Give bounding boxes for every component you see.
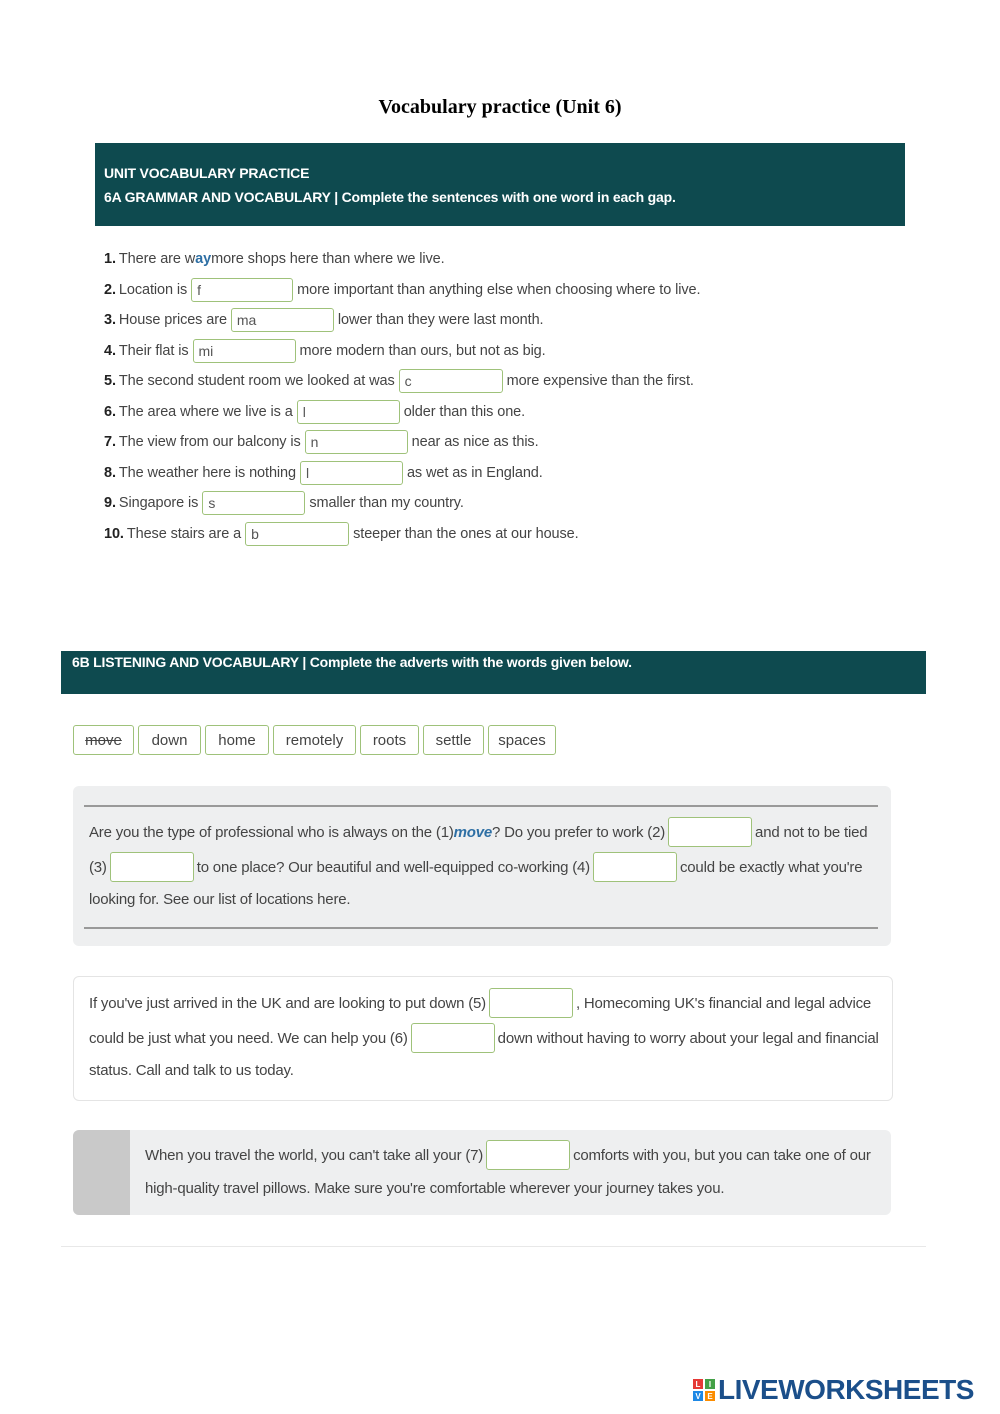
- sentence-number: 2.: [104, 282, 116, 298]
- sentence-10: [104, 521, 579, 547]
- advert-text: Are you the type of professional who is always on the (1): [89, 823, 454, 841]
- word-chip-move: move: [73, 725, 134, 755]
- word-chip-remotely: remotely: [273, 725, 356, 755]
- sentence-7: [104, 429, 539, 455]
- advert-text: down without having to worry about your legal and financial: [497, 1029, 879, 1047]
- sentence-number: 9.: [104, 495, 116, 511]
- sentence-text: more shops here than where we live.: [211, 251, 445, 267]
- advert-2: [73, 976, 893, 1101]
- sentence-number: 1.: [104, 251, 116, 267]
- sentence-number: 7.: [104, 434, 116, 450]
- section-b-heading: 6B LISTENING AND VOCABULARY | Complete the adverts with the words given below.: [72, 654, 632, 670]
- word-chip-home: home: [205, 725, 269, 755]
- advert-text: If you've just arrived in the UK and are looking to put down (5): [89, 994, 486, 1012]
- sentence-number: 3.: [104, 312, 116, 328]
- answer-input-8[interactable]: l: [300, 461, 403, 485]
- sentence-text: The second student room we looked at was: [118, 373, 395, 389]
- sentence-text: The area where we live is a: [118, 404, 293, 420]
- sentence-text: The view from our balcony is: [118, 434, 301, 450]
- advert-3-sidebar: [73, 1130, 130, 1215]
- sentence-3: [104, 307, 543, 333]
- answer-input-10[interactable]: b: [245, 522, 349, 546]
- sentence-text: These stairs are a: [126, 526, 242, 542]
- sentence-1: [104, 246, 445, 272]
- liveworksheets-logo: [693, 1374, 974, 1406]
- section-b-banner: [61, 651, 926, 694]
- advert-2-line-2: [89, 1022, 879, 1054]
- sentence-number: 4.: [104, 343, 116, 359]
- sentence-6: [104, 399, 525, 425]
- sentence-5: [104, 368, 694, 394]
- answer-input-4[interactable]: [593, 852, 677, 882]
- word-chip-down: down: [138, 725, 201, 755]
- sentence-number: 6.: [104, 404, 116, 420]
- answer-input-7[interactable]: n: [305, 430, 408, 454]
- sentence-text: Singapore is: [118, 495, 199, 511]
- advert-1-line-1: [89, 816, 867, 848]
- answer-input-6[interactable]: l: [297, 400, 400, 424]
- answer-text: ay: [195, 251, 212, 267]
- footer-divider: [61, 1246, 926, 1247]
- answer-input-7[interactable]: [486, 1140, 570, 1170]
- sentence-text: House prices are: [118, 312, 227, 328]
- advert-2-line-1: [89, 987, 871, 1019]
- answer-input-5[interactable]: [489, 988, 573, 1018]
- logo-letter: I: [705, 1379, 715, 1389]
- sentence-number: 8.: [104, 465, 116, 481]
- sentence-text: more important than anything else when choosing where to live.: [297, 282, 701, 298]
- advert-text: (3): [89, 858, 107, 876]
- word-chip-roots: roots: [360, 725, 419, 755]
- advert-2-line-3: [89, 1054, 294, 1086]
- logo-icon: [693, 1379, 715, 1401]
- advert-text: , Homecoming UK's financial and legal advice: [575, 994, 872, 1012]
- sentence-text: Their flat is: [118, 343, 189, 359]
- answer-input-9[interactable]: s: [202, 491, 305, 515]
- section-a-heading1: UNIT VOCABULARY PRACTICE: [104, 165, 310, 181]
- divider: [84, 805, 878, 807]
- section-a-banner: [95, 143, 905, 226]
- word-chip-spaces: spaces: [488, 725, 556, 755]
- divider: [84, 927, 878, 929]
- advert-1: [73, 786, 891, 946]
- advert-text: to one place? Our beautiful and well-equipped co-working (4): [196, 858, 590, 876]
- sentence-text: as wet as in England.: [406, 465, 543, 481]
- sentence-4: [104, 338, 546, 364]
- answer-input-2[interactable]: [668, 817, 752, 847]
- advert-text: and not to be tied: [755, 823, 868, 841]
- sentence-text: more modern than ours, but not as big.: [299, 343, 546, 359]
- answer-input-3[interactable]: ma: [231, 308, 334, 332]
- answer-input-5[interactable]: c: [399, 369, 503, 393]
- advert-3: [73, 1130, 891, 1215]
- advert-3-line-1: [145, 1139, 871, 1171]
- sentence-text: near as nice as this.: [411, 434, 539, 450]
- sentence-text: Location is: [118, 282, 188, 298]
- advert-1-line-2: [89, 851, 862, 883]
- advert-text: ? Do you prefer to work (2): [492, 823, 666, 841]
- advert-text: high-quality travel pillows. Make sure you're comfortable wherever your journey takes you.: [145, 1179, 725, 1197]
- sentence-2: [104, 277, 700, 303]
- logo-text: LIVEWORKSHEETS: [718, 1374, 974, 1405]
- advert-3-line-2: [145, 1172, 724, 1204]
- advert-text: could be exactly what you're: [679, 858, 863, 876]
- answer-input-2[interactable]: f: [191, 278, 293, 302]
- advert-1-line-3: [89, 883, 350, 915]
- advert-text: status. Call and talk to us today.: [89, 1061, 294, 1079]
- word-chip-settle: settle: [423, 725, 484, 755]
- sentence-text: older than this one.: [403, 404, 526, 420]
- answer-input-6[interactable]: [411, 1023, 495, 1053]
- sentence-text: The weather here is nothing: [118, 465, 296, 481]
- sentence-8: [104, 460, 543, 486]
- page-title: Vocabulary practice (Unit 6): [378, 96, 622, 118]
- answer-text: move: [453, 823, 493, 841]
- sentence-text: There are w: [118, 251, 196, 267]
- advert-text: looking for. See our list of locations here.: [89, 890, 351, 908]
- logo-letter: L: [693, 1379, 703, 1389]
- sentence-text: smaller than my country.: [309, 495, 464, 511]
- advert-text: could be just what you need. We can help you (6): [89, 1029, 408, 1047]
- section-a-heading2: 6A GRAMMAR AND VOCABULARY | Complete the sentences with one word in each gap.: [104, 189, 676, 205]
- advert-text: comforts with you, but you can take one of our: [573, 1146, 871, 1164]
- sentence-number: 5.: [104, 373, 116, 389]
- logo-letter: V: [693, 1391, 703, 1401]
- sentence-text: more expensive than the first.: [506, 373, 694, 389]
- logo-letter: E: [705, 1391, 715, 1401]
- sentence-9: [104, 490, 464, 516]
- advert-text: When you travel the world, you can't take all your (7): [145, 1146, 484, 1164]
- answer-input-3[interactable]: [110, 852, 194, 882]
- sentence-number: 10.: [104, 526, 124, 542]
- sentence-text: steeper than the ones at our house.: [353, 526, 579, 542]
- answer-input-4[interactable]: mi: [193, 339, 296, 363]
- sentence-text: lower than they were last month.: [337, 312, 544, 328]
